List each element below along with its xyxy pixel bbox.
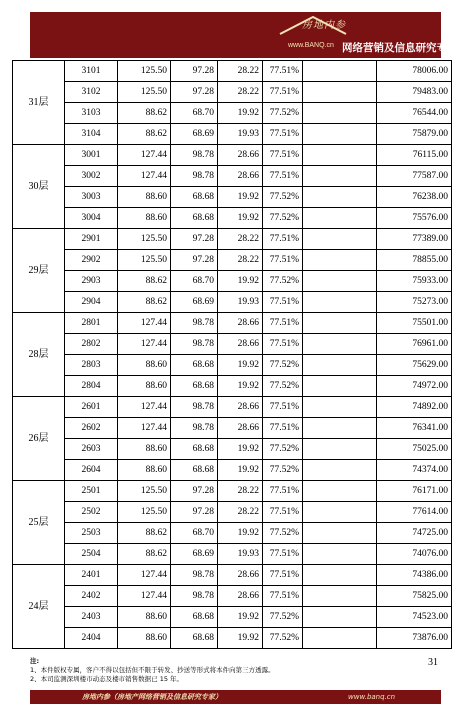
table-cell: 77587.00 <box>377 166 452 187</box>
table-cell: 68.68 <box>171 187 218 208</box>
room-number: 3002 <box>65 166 118 187</box>
table-cell: 68.69 <box>171 292 218 313</box>
table-cell: 88.60 <box>118 208 171 229</box>
table-row <box>13 124 452 145</box>
table-cell: 77.51% <box>263 229 303 250</box>
footer-label: 房地内参（房地产网络营销及信息研究专家） <box>82 693 222 701</box>
table-cell: 98.78 <box>171 313 218 334</box>
empty-cell <box>303 460 377 481</box>
table-cell: 125.50 <box>118 250 171 271</box>
footer-bar <box>30 690 441 704</box>
table-row <box>13 145 452 166</box>
table-cell: 77.51% <box>263 313 303 334</box>
table-cell: 28.66 <box>218 565 263 586</box>
table-cell: 68.68 <box>171 607 218 628</box>
table-cell: 127.44 <box>118 145 171 166</box>
table-cell: 88.60 <box>118 376 171 397</box>
table-cell: 28.22 <box>218 82 263 103</box>
table-cell: 76961.00 <box>377 334 452 355</box>
table-cell: 28.66 <box>218 145 263 166</box>
table-cell: 28.66 <box>218 334 263 355</box>
table-cell: 77.51% <box>263 586 303 607</box>
table-cell: 75933.00 <box>377 271 452 292</box>
empty-cell <box>303 103 377 124</box>
table-cell: 77.52% <box>263 523 303 544</box>
table-row <box>13 628 452 649</box>
empty-cell <box>303 145 377 166</box>
room-number: 2502 <box>65 502 118 523</box>
empty-cell <box>303 124 377 145</box>
table-cell: 76341.00 <box>377 418 452 439</box>
table-row <box>13 355 452 376</box>
table-cell: 19.92 <box>218 439 263 460</box>
room-number: 2901 <box>65 229 118 250</box>
table-cell: 77.51% <box>263 145 303 166</box>
room-number: 2802 <box>65 334 118 355</box>
empty-cell <box>303 292 377 313</box>
table-cell: 19.93 <box>218 292 263 313</box>
table-cell: 19.93 <box>218 544 263 565</box>
table-cell: 28.22 <box>218 502 263 523</box>
table-cell: 77.51% <box>263 397 303 418</box>
room-number: 2602 <box>65 418 118 439</box>
table-cell: 88.60 <box>118 355 171 376</box>
table-row <box>13 82 452 103</box>
table-cell: 28.22 <box>218 481 263 502</box>
table-row <box>13 544 452 565</box>
table-cell: 77.52% <box>263 355 303 376</box>
table-cell: 88.60 <box>118 628 171 649</box>
table-row <box>13 565 452 586</box>
empty-cell <box>303 544 377 565</box>
table-cell: 76544.00 <box>377 103 452 124</box>
room-number: 2804 <box>65 376 118 397</box>
table-cell: 74725.00 <box>377 523 452 544</box>
empty-cell <box>303 313 377 334</box>
table-row <box>13 103 452 124</box>
table-cell: 127.44 <box>118 166 171 187</box>
empty-cell <box>303 607 377 628</box>
empty-cell <box>303 628 377 649</box>
table-cell: 68.68 <box>171 460 218 481</box>
table-cell: 77.52% <box>263 439 303 460</box>
table-cell: 75576.00 <box>377 208 452 229</box>
table-cell: 97.28 <box>171 250 218 271</box>
table-cell: 88.62 <box>118 523 171 544</box>
floor-label: 29层 <box>13 229 65 313</box>
table-cell: 19.92 <box>218 271 263 292</box>
table-row <box>13 292 452 313</box>
table-cell: 97.28 <box>171 229 218 250</box>
table-cell: 88.60 <box>118 439 171 460</box>
table-cell: 19.92 <box>218 103 263 124</box>
room-number: 2601 <box>65 397 118 418</box>
room-number: 2604 <box>65 460 118 481</box>
table-cell: 28.22 <box>218 250 263 271</box>
table-row <box>13 376 452 397</box>
table-cell: 74374.00 <box>377 460 452 481</box>
room-number: 3104 <box>65 124 118 145</box>
table-cell: 68.70 <box>171 271 218 292</box>
table-cell: 68.68 <box>171 376 218 397</box>
table-row <box>13 271 452 292</box>
table-cell: 75629.00 <box>377 355 452 376</box>
empty-cell <box>303 334 377 355</box>
table-cell: 77.52% <box>263 103 303 124</box>
table-cell: 125.50 <box>118 481 171 502</box>
table-cell: 77.51% <box>263 418 303 439</box>
empty-cell <box>303 376 377 397</box>
table-cell: 88.60 <box>118 607 171 628</box>
table-cell: 77.52% <box>263 376 303 397</box>
empty-cell <box>303 61 377 82</box>
table-cell: 98.78 <box>171 397 218 418</box>
table-cell: 75879.00 <box>377 124 452 145</box>
table-cell: 68.68 <box>171 628 218 649</box>
table-cell: 97.28 <box>171 61 218 82</box>
table-cell: 77.51% <box>263 166 303 187</box>
table-cell: 79483.00 <box>377 82 452 103</box>
table-cell: 88.62 <box>118 271 171 292</box>
table-cell: 75273.00 <box>377 292 452 313</box>
room-number: 2801 <box>65 313 118 334</box>
empty-cell <box>303 250 377 271</box>
table-row <box>13 229 452 250</box>
table-cell: 68.68 <box>171 208 218 229</box>
table-row <box>13 250 452 271</box>
table-cell: 68.70 <box>171 523 218 544</box>
table-cell: 77389.00 <box>377 229 452 250</box>
table-cell: 68.69 <box>171 544 218 565</box>
empty-cell <box>303 166 377 187</box>
table-cell: 77.51% <box>263 124 303 145</box>
room-number: 2401 <box>65 565 118 586</box>
empty-cell <box>303 229 377 250</box>
floor-label: 30层 <box>13 145 65 229</box>
footer-url[interactable]: www.banq.cn <box>348 693 396 701</box>
table-cell: 77614.00 <box>377 502 452 523</box>
table-cell: 76171.00 <box>377 481 452 502</box>
table-cell: 125.50 <box>118 82 171 103</box>
table-cell: 127.44 <box>118 586 171 607</box>
empty-cell <box>303 481 377 502</box>
room-number: 3003 <box>65 187 118 208</box>
empty-cell <box>303 208 377 229</box>
table-row <box>13 607 452 628</box>
price-table <box>12 60 451 649</box>
table-cell: 77.52% <box>263 628 303 649</box>
empty-cell <box>303 271 377 292</box>
table-cell: 73876.00 <box>377 628 452 649</box>
room-number: 2504 <box>65 544 118 565</box>
table-cell: 19.92 <box>218 523 263 544</box>
table-cell: 77.51% <box>263 292 303 313</box>
table-cell: 74523.00 <box>377 607 452 628</box>
table-cell: 28.22 <box>218 229 263 250</box>
note-line-1: 1、本件版权专属，客户不得以包括但不限于转发、抄送等形式将本件向第三方透露。 <box>30 666 275 674</box>
floor-label: 31层 <box>13 61 65 145</box>
table-row <box>13 586 452 607</box>
empty-cell <box>303 355 377 376</box>
table-cell: 98.78 <box>171 586 218 607</box>
logo-text: 房地内参 <box>302 20 346 31</box>
table-row <box>13 61 452 82</box>
table-cell: 77.52% <box>263 271 303 292</box>
room-number: 2803 <box>65 355 118 376</box>
table-cell: 77.52% <box>263 607 303 628</box>
empty-cell <box>303 187 377 208</box>
empty-cell <box>303 565 377 586</box>
table-cell: 19.92 <box>218 460 263 481</box>
table-cell: 88.62 <box>118 103 171 124</box>
room-number: 2402 <box>65 586 118 607</box>
table-row <box>13 208 452 229</box>
table-cell: 28.66 <box>218 586 263 607</box>
table-cell: 97.28 <box>171 481 218 502</box>
empty-cell <box>303 523 377 544</box>
table-cell: 75825.00 <box>377 586 452 607</box>
table-cell: 19.93 <box>218 124 263 145</box>
table-cell: 97.28 <box>171 502 218 523</box>
room-number: 2501 <box>65 481 118 502</box>
table-cell: 77.52% <box>263 187 303 208</box>
table-cell: 77.51% <box>263 565 303 586</box>
room-number: 2902 <box>65 250 118 271</box>
table-cell: 127.44 <box>118 418 171 439</box>
table-cell: 19.92 <box>218 607 263 628</box>
table-cell: 125.50 <box>118 229 171 250</box>
empty-cell <box>303 418 377 439</box>
table-cell: 77.51% <box>263 61 303 82</box>
table-cell: 68.70 <box>171 103 218 124</box>
room-number: 3102 <box>65 82 118 103</box>
table-cell: 127.44 <box>118 397 171 418</box>
header-banner <box>30 12 458 58</box>
table-cell: 74892.00 <box>377 397 452 418</box>
table-cell: 77.51% <box>263 334 303 355</box>
table-cell: 77.51% <box>263 481 303 502</box>
table-cell: 75025.00 <box>377 439 452 460</box>
table-cell: 98.78 <box>171 334 218 355</box>
empty-cell <box>303 586 377 607</box>
table-cell: 75501.00 <box>377 313 452 334</box>
table-cell: 28.66 <box>218 313 263 334</box>
table-cell: 88.60 <box>118 460 171 481</box>
table-cell: 77.52% <box>263 460 303 481</box>
table-cell: 97.28 <box>171 82 218 103</box>
table-cell: 78006.00 <box>377 61 452 82</box>
room-number: 2404 <box>65 628 118 649</box>
page-number: 31 <box>428 657 438 668</box>
table-cell: 77.52% <box>263 208 303 229</box>
empty-cell <box>303 439 377 460</box>
floor-label: 25层 <box>13 481 65 565</box>
table-cell: 78855.00 <box>377 250 452 271</box>
table-cell: 98.78 <box>171 145 218 166</box>
table-cell: 77.51% <box>263 544 303 565</box>
table-cell: 28.66 <box>218 166 263 187</box>
empty-cell <box>303 82 377 103</box>
table-cell: 28.66 <box>218 397 263 418</box>
table-cell: 125.50 <box>118 502 171 523</box>
table-row <box>13 397 452 418</box>
room-number: 2904 <box>65 292 118 313</box>
site-url[interactable]: www.BANQ.cn <box>288 42 334 49</box>
table-row <box>13 502 452 523</box>
room-number: 2903 <box>65 271 118 292</box>
table-cell: 127.44 <box>118 565 171 586</box>
table-row <box>13 313 452 334</box>
room-number: 3004 <box>65 208 118 229</box>
table-cell: 19.92 <box>218 187 263 208</box>
table-cell: 98.78 <box>171 565 218 586</box>
room-number: 2503 <box>65 523 118 544</box>
table-cell: 76238.00 <box>377 187 452 208</box>
table-cell: 125.50 <box>118 61 171 82</box>
table-cell: 88.60 <box>118 187 171 208</box>
notes <box>30 657 441 690</box>
table-cell: 77.51% <box>263 502 303 523</box>
table-cell: 88.62 <box>118 292 171 313</box>
table-cell: 88.62 <box>118 124 171 145</box>
table-cell: 127.44 <box>118 313 171 334</box>
empty-cell <box>303 397 377 418</box>
notes-head: 注: <box>30 657 40 665</box>
empty-cell <box>303 502 377 523</box>
table-cell: 68.68 <box>171 355 218 376</box>
table-cell: 74076.00 <box>377 544 452 565</box>
table-cell: 68.69 <box>171 124 218 145</box>
table-row <box>13 187 452 208</box>
table-row <box>13 460 452 481</box>
room-number: 2603 <box>65 439 118 460</box>
floor-label: 28层 <box>13 313 65 397</box>
table-cell: 88.62 <box>118 544 171 565</box>
table-cell: 68.68 <box>171 439 218 460</box>
table-cell: 98.78 <box>171 418 218 439</box>
table-row <box>13 481 452 502</box>
table-cell: 77.51% <box>263 250 303 271</box>
table-cell: 127.44 <box>118 334 171 355</box>
floor-label: 26层 <box>13 397 65 481</box>
table-row <box>13 439 452 460</box>
room-number: 2403 <box>65 607 118 628</box>
floor-label: 24层 <box>13 565 65 649</box>
table-row <box>13 166 452 187</box>
table-row <box>13 334 452 355</box>
table-cell: 19.92 <box>218 355 263 376</box>
table-cell: 74972.00 <box>377 376 452 397</box>
table-row <box>13 523 452 544</box>
table-cell: 28.22 <box>218 61 263 82</box>
table-cell: 76115.00 <box>377 145 452 166</box>
note-line-2: 2、本司监测深圳楼市动态及楼市销售数据已 15 年。 <box>30 675 184 683</box>
room-number: 3103 <box>65 103 118 124</box>
table-cell: 19.92 <box>218 208 263 229</box>
table-cell: 19.92 <box>218 628 263 649</box>
table-row <box>13 418 452 439</box>
room-number: 3001 <box>65 145 118 166</box>
room-number: 3101 <box>65 61 118 82</box>
table-cell: 28.66 <box>218 418 263 439</box>
header-title: 网络营销及信息研究专家 <box>342 42 458 54</box>
table-cell: 98.78 <box>171 166 218 187</box>
table-cell: 19.92 <box>218 376 263 397</box>
table-cell: 77.51% <box>263 82 303 103</box>
table-cell: 74386.00 <box>377 565 452 586</box>
